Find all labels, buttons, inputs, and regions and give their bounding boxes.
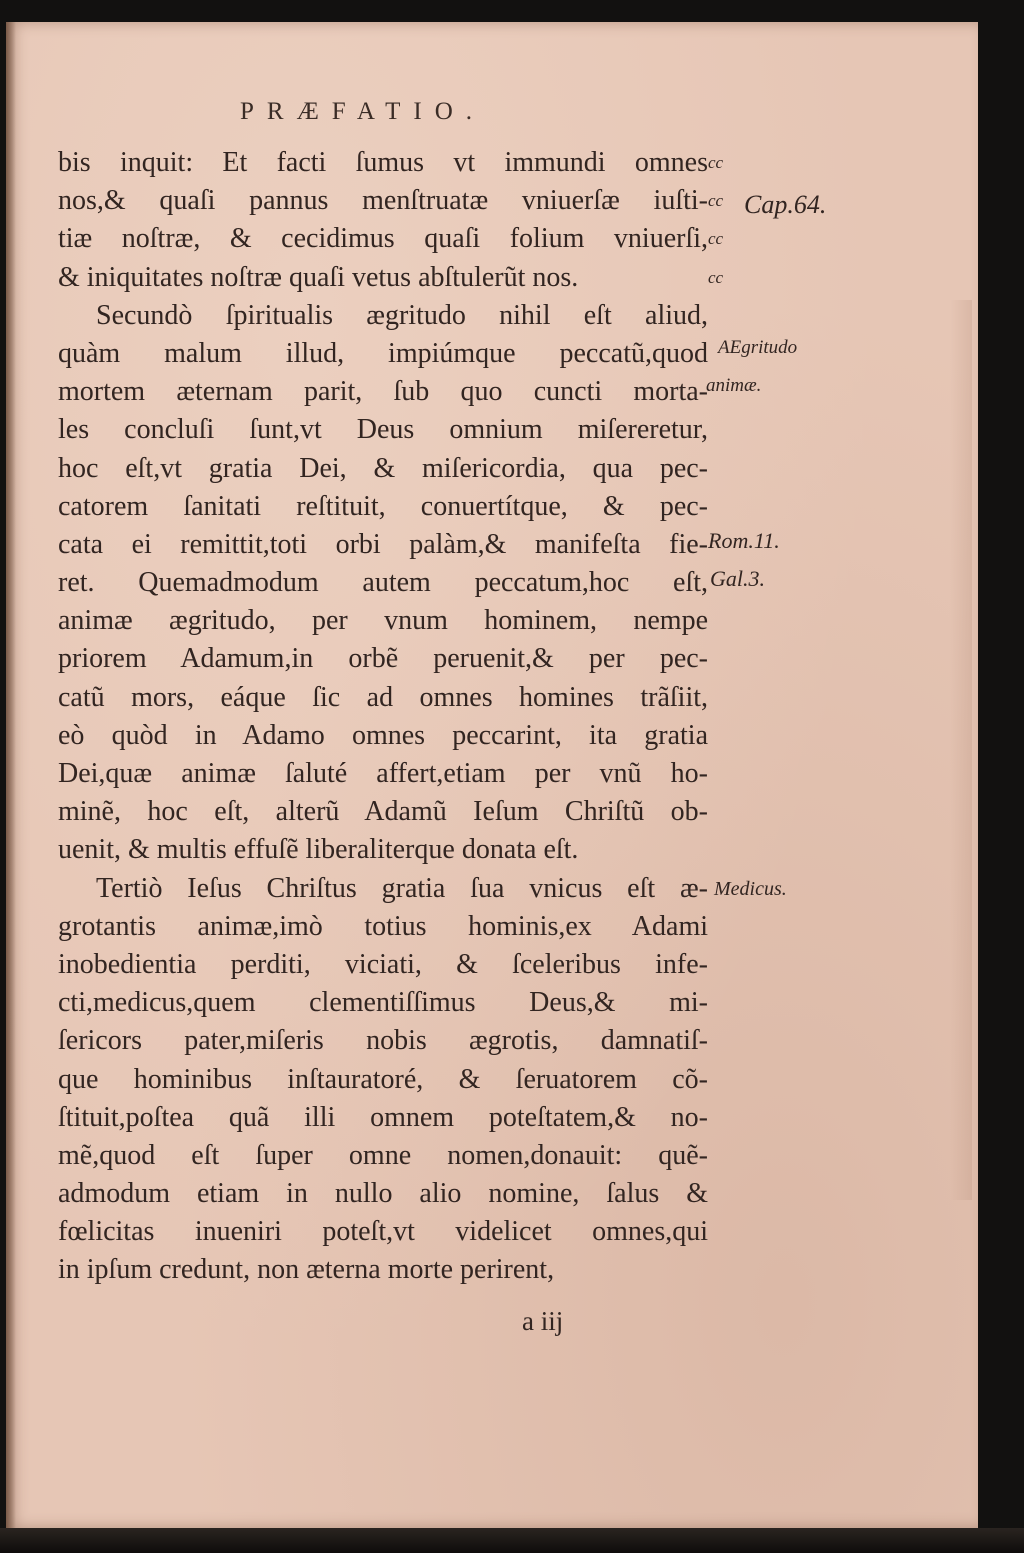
- quotation-mark: cc: [708, 191, 724, 211]
- margin-note: Rom.11.: [708, 528, 780, 553]
- text-line: hoc eſt,vt gratia Dei, & miſericordia, qua pec-: [58, 452, 708, 484]
- text-line: mortem æternam parit, ſub quo cuncti morta-: [58, 376, 708, 408]
- page-edge-stain: [950, 300, 972, 1200]
- text-line: catorem ſanitati reſtituit, conuertítque, & pec-: [58, 490, 708, 522]
- signature-mark: a iij: [522, 1306, 564, 1336]
- text-line: Secundò ſpiritualis ægritudo nihil eſt aliud,: [96, 299, 708, 331]
- quotation-mark: cc: [708, 267, 724, 287]
- margin-note: AEgritudo: [718, 337, 798, 358]
- text-line: priorem Adamum,in orbẽ peruenit,& per pec-: [58, 643, 708, 675]
- text-line: admodum etiam in nullo alio nomine, ſalus &: [58, 1178, 708, 1210]
- margin-note: Cap.64.: [744, 190, 827, 220]
- text-line: bis inquit: Et facti ſumus vt immundi omnes: [58, 147, 708, 178]
- text-line: Dei,quæ animæ ſaluté affert,etiam per vnũ ho-: [58, 758, 708, 789]
- text-line: ſericors pater,miſeris nobis ægrotis, damnatiſ-: [58, 1025, 708, 1057]
- text-line: quàm malum illud, impiúmque peccatũ,quod: [58, 337, 708, 369]
- text-line: inobedientia perditi, viciati, & ſceleribus infe-: [58, 948, 708, 980]
- text-line: grotantis animæ,imò totius hominis,ex Adami: [58, 910, 708, 942]
- text-line: cti,medicus,quem clementiſſimus Deus,& mi-: [58, 987, 708, 1019]
- page-gutter-shadow: [6, 22, 16, 1528]
- text-line: animæ ægritudo, per vnum hominem, nempe: [58, 605, 708, 637]
- text-line: minẽ, hoc eſt, alterũ Adamũ Ieſum Chriſtũ ob-: [58, 796, 708, 828]
- text-line: eò quòd in Adamo omnes peccarint, ita gratia: [58, 719, 708, 751]
- text-line: & iniquitates noſtræ quaſi vetus abſtulerũt nos.: [58, 261, 579, 293]
- text-line: catũ mors, eáque ſic ad omnes homines trãſiit,: [58, 681, 708, 713]
- margin-note: Gal.3.: [710, 566, 765, 592]
- text-line: mẽ,quod eſt ſuper omne nomen,donauit: quẽ-: [58, 1139, 708, 1171]
- text-line: que hominibus inſtauratoré, & ſeruatorem cõ-: [58, 1063, 708, 1095]
- margin-note: Medicus.: [714, 877, 787, 900]
- body-text: [58, 144, 708, 1290]
- margin-note: animæ.: [706, 375, 762, 397]
- text-line: tiæ noſtræ, & cecidimus quaſi folium vniuerſi,: [58, 223, 708, 255]
- running-title: PRÆFATIO.: [240, 98, 486, 125]
- text-line: ret. Quemadmodum autem peccatum,hoc eſt,: [58, 567, 708, 599]
- text-line: ſtituit,poſtea quã illi omnem poteſtatem,& no-: [58, 1101, 708, 1133]
- text-line: uenit, & multis effuſẽ liberaliterque donata eſt.: [58, 834, 579, 866]
- quotation-marks-column: [708, 144, 738, 297]
- text-line: fœlicitas inueniri poteſt,vt videlicet omnes,qui: [58, 1216, 708, 1248]
- scan-bottom-border: [0, 1528, 1024, 1553]
- text-line: les concluſi ſunt,vt Deus omnium miſereretur,: [58, 414, 708, 446]
- text-line: in ipſum credunt, non æterna morte perirent,: [58, 1254, 555, 1286]
- quotation-mark: cc: [708, 153, 724, 172]
- text-line: Tertiò Ieſus Chriſtus gratia ſua vnicus eſt æ-: [96, 872, 708, 904]
- quotation-mark: cc: [708, 229, 724, 249]
- text-line: nos,& quaſi pannus menſtruatæ vniuerſæ iuſti-: [58, 185, 708, 217]
- text-line: cata ei remittit,toti orbi palàm,& manifeſta fie-: [58, 528, 708, 560]
